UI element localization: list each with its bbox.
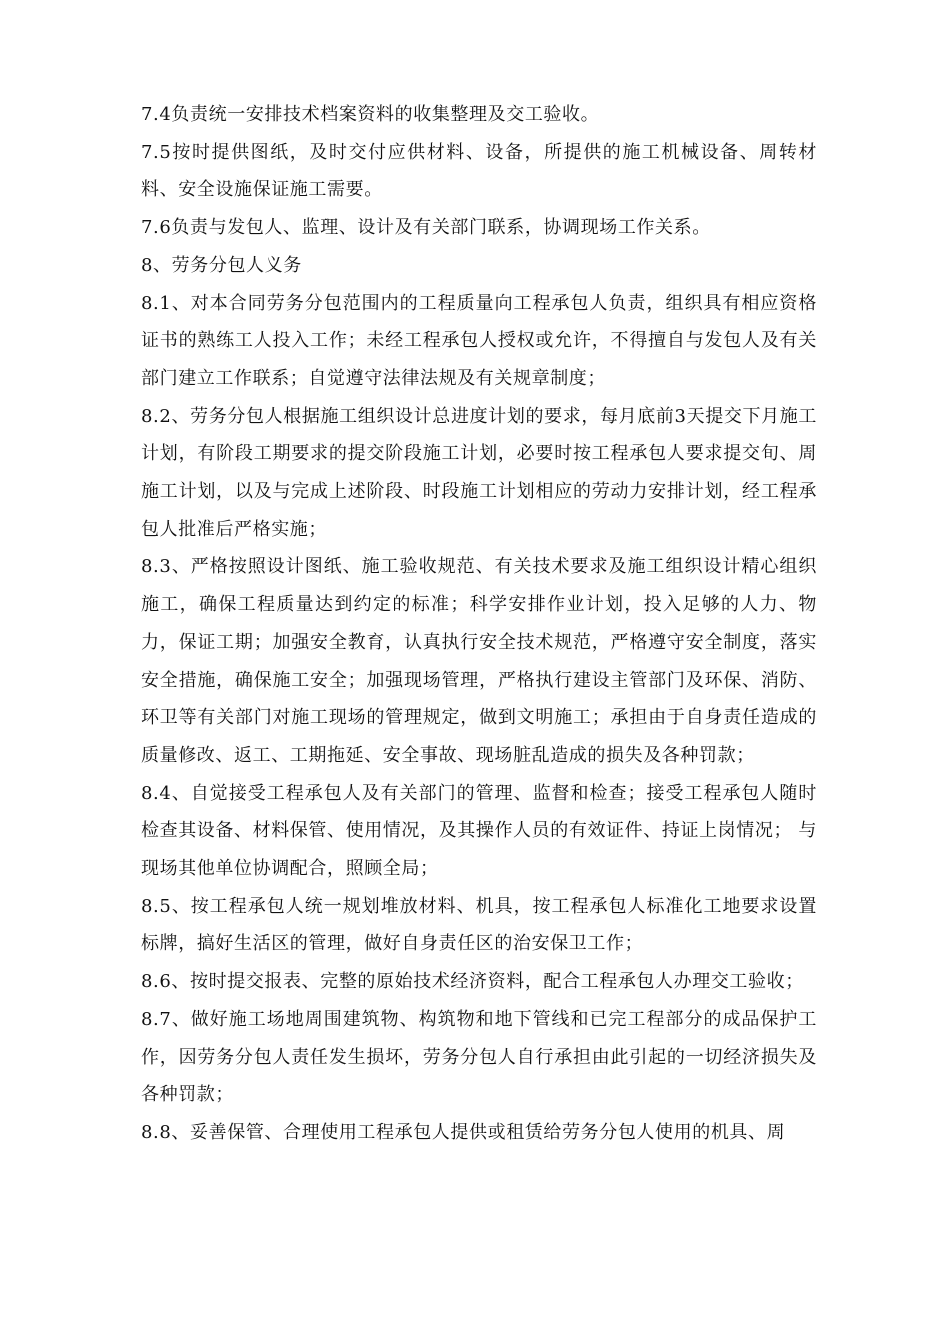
clause-8-4: 8.4、自觉接受工程承包人及有关部门的管理、监督和检查；接受工程承包人随时检查其设备、材料保管、使用情况，及其操作人员的有效证件、持证上岗情况； 与现场其他单位协调配合，照顾全局； xyxy=(141,782,817,880)
clause-8-7: 8.7、做好施工场地周围建筑物、构筑物和地下管线和已完工程部分的成品保护工作，因劳务分包人责任发生损坏，劳务分包人自行承担由此引起的一切经济损失及各种罚款； xyxy=(141,1008,817,1106)
clause-8-6: 8.6、按时提交报表、完整的原始技术经济资料，配合工程承包人办理交工验收； xyxy=(141,971,804,993)
clause-7-5: 7.5按时提供图纸，及时交付应供材料、设备，所提供的施工机械设备、周转材料、安全设施保证施工需要。 xyxy=(141,141,817,201)
clause-8-2: 8.2、劳务分包人根据施工组织设计总进度计划的要求，每月底前3天提交下月施工计划，有阶段工期要求的提交阶段施工计划，必要时按工程承包人要求提交旬、周施工计划，以及与完成上述阶段、时段施工计划相应的劳动力安排计划，经工程承包人批准后严格实施； xyxy=(141,405,817,540)
clause-8-8: 8.8、妥善保管、合理使用工程承包人提供或租赁给劳务分包人使用的机具、周 xyxy=(141,1121,786,1143)
clause-7-6: 7.6负责与发包人、监理、设计及有关部门联系，协调现场工作关系。 xyxy=(141,217,711,239)
clause-8-5: 8.5、按工程承包人统一规划堆放材料、机具，按工程承包人标准化工地要求设置标牌，搞好生活区的管理，做好自身责任区的治安保卫工作； xyxy=(141,895,817,955)
clause-8-1: 8.1、对本合同劳务分包范围内的工程质量向工程承包人负责，组织具有相应资格证书的熟练工人投入工作；未经工程承包人授权或允许，不得擅自与发包人及有关部门建立工作联系；自觉遵守法律法规及有关规章制度； xyxy=(141,292,817,389)
section-8-heading: 8、劳务分包人义务 xyxy=(141,254,302,276)
document-body xyxy=(141,96,817,1152)
clause-7-4: 7.4负责统一安排技术档案资料的收集整理及交工验收。 xyxy=(141,104,600,125)
clause-8-3: 8.3、严格按照设计图纸、施工验收规范、有关技术要求及施工组织设计精心组织施工，确保工程质量达到约定的标准；科学安排作业计划，投入足够的人力、物力，保证工期；加强安全教育，认真执行安全技术规范，严格遵守安全制度，落实安全措施，确保施工安全；加强现场管理，严格执行建设主管部门及环保、消防、环卫等有关部门对施工现场的管理规定，做到文明施工；承担由于自身责任造成的质量修改、返工、工期拖延、安全事故、现场脏乱造成的损失及各种罚款； xyxy=(141,556,817,766)
